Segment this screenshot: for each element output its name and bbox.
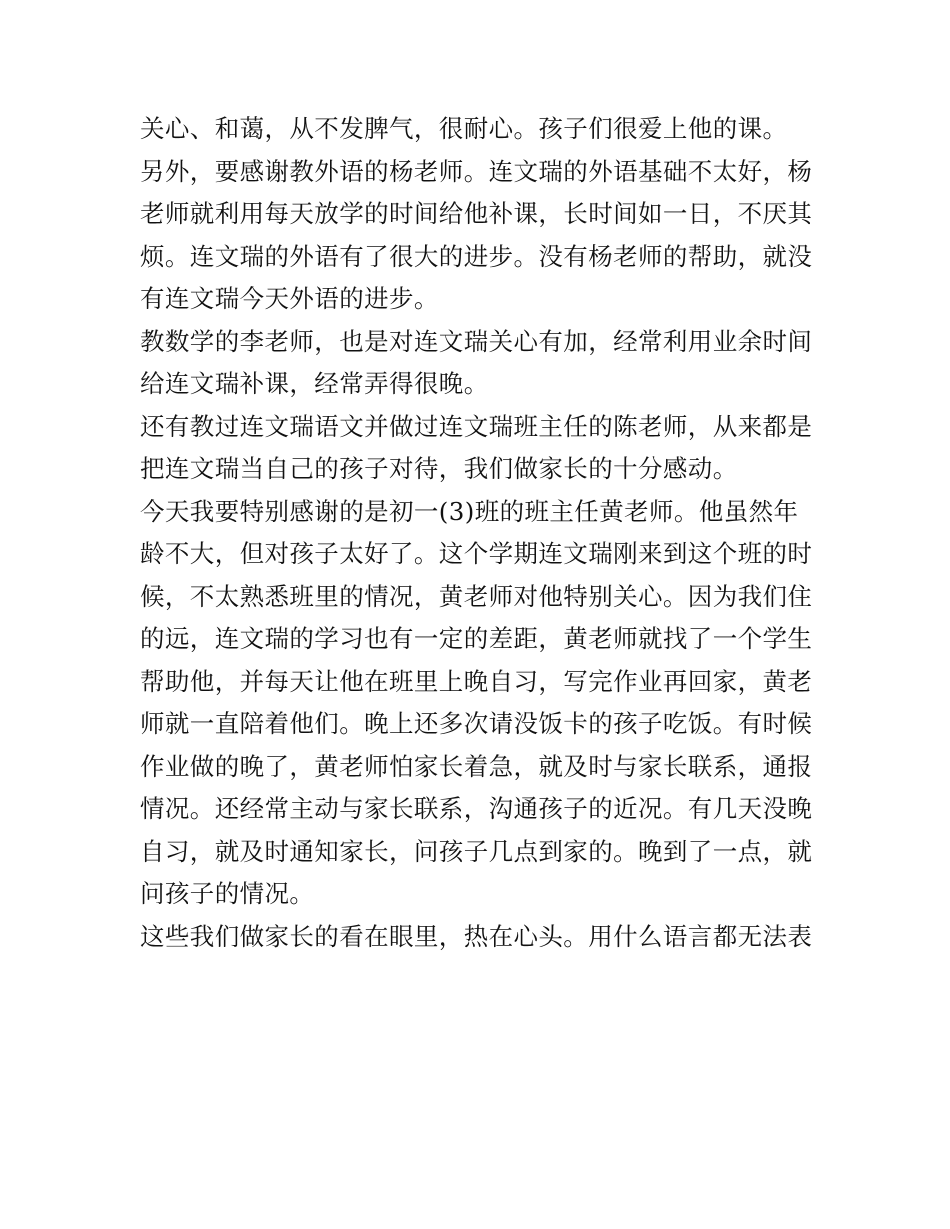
text-line: 问孩子的情况。 <box>140 879 315 908</box>
text-line: 老师就利用每天放学的时间给他补课，长时间如一日，不厌其 <box>140 199 813 228</box>
text-line: 帮助他，并每天让他在班里上晚自习，写完作业再回家，黄老 <box>140 666 813 696</box>
text-line: 作业做的晚了，黄老师怕家长着急，就及时与家长联系，通报 <box>140 751 813 781</box>
body-text <box>140 108 812 958</box>
text-line: 把连文瑞当自己的孩子对待，我们做家长的十分感动。 <box>140 454 738 483</box>
text-line: 关心、和蔼，从不发脾气，很耐心。孩子们很爱上他的课。 <box>140 114 788 143</box>
text-line: 龄不大，但对孩子太好了。这个学期连文瑞刚来到这个班的时 <box>140 539 813 568</box>
text-line: 情况。还经常主动与家长联系，沟通孩子的近况。有几天没晚 <box>140 794 813 823</box>
text-line: 的远，连文瑞的学习也有一定的差距，黄老师就找了一个学生 <box>140 624 813 653</box>
text-line: 还有教过连文瑞语文并做过连文瑞班主任的陈老师，从来都是 <box>140 411 813 441</box>
text-line: 烦。连文瑞的外语有了很大的进步。没有杨老师的帮助，就没 <box>140 241 813 271</box>
text-line: 这些我们做家长的看在眼里，热在心头。用什么语言都无法表 <box>140 921 813 951</box>
text-line: 今天我要特别感谢的是初一(3)班的班主任黄老师。他虽然年 <box>140 496 799 526</box>
text-line: 自习，就及时通知家长，问孩子几点到家的。晚到了一点，就 <box>140 836 813 866</box>
text-line: 教数学的李老师，也是对连文瑞关心有加，经常利用业余时间 <box>140 326 813 356</box>
text-line: 师就一直陪着他们。晚上还多次请没饭卡的孩子吃饭。有时候 <box>140 709 813 738</box>
text-line: 候，不太熟悉班里的情况，黄老师对他特别关心。因为我们住 <box>140 581 813 611</box>
text-line: 有连文瑞今天外语的进步。 <box>140 284 439 313</box>
text-line: 给连文瑞补课，经常弄得很晚。 <box>140 369 489 398</box>
text-line: 另外，要感谢教外语的杨老师。连文瑞的外语基础不太好，杨 <box>140 156 813 186</box>
